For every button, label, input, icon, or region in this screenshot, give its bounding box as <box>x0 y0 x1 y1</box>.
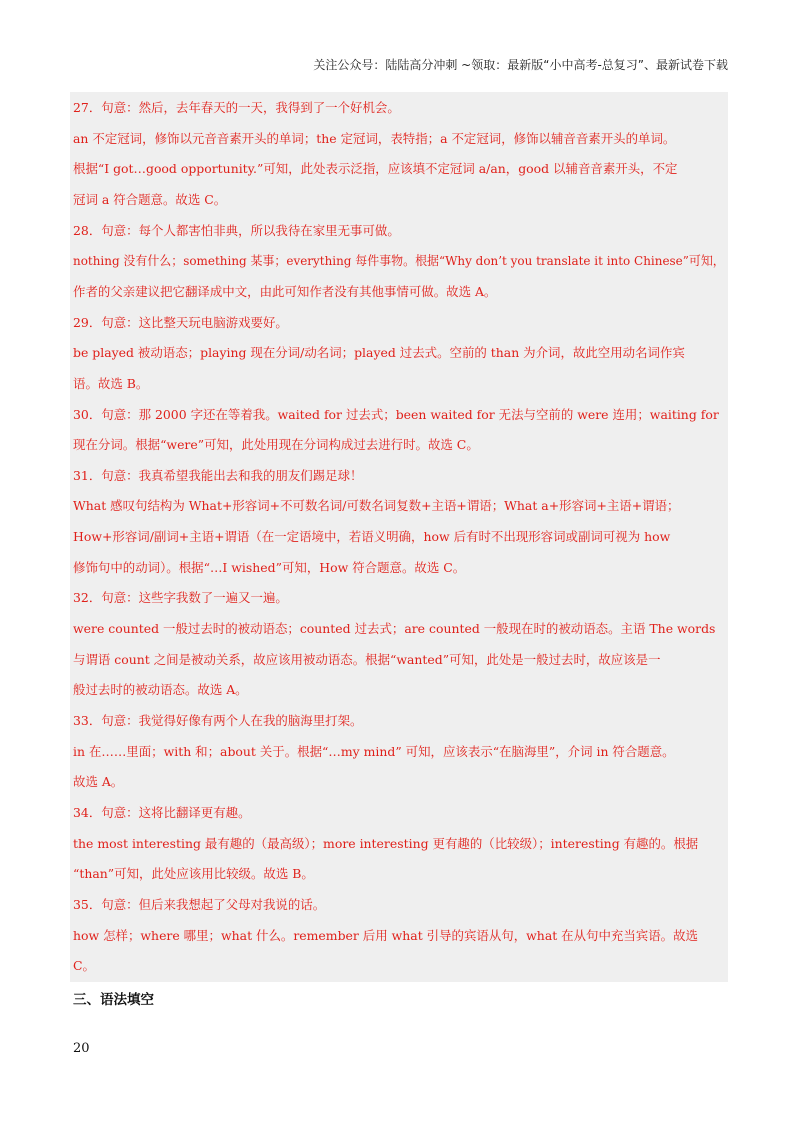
explanation-line: 现在分词。根据“were”可知，此处用现在分词构成过去进行时。故选 C。 <box>73 437 479 453</box>
explanation-line: 作者的父亲建议把它翻译成中文，由此可知作者没有其他事情可做。故选 A。 <box>73 283 497 299</box>
explanation-line: 27．句意：然后，去年春天的一天，我得到了一个好机会。 <box>73 100 400 115</box>
explanation-line: 35．句意：但后来我想起了父母对我说的话。 <box>73 896 326 912</box>
explanation-line: an 不定冠词，修饰以元音音素开头的单词；the 定冠词，表特指；a 不定冠词，修饰以辅音音素开头的单词。 <box>73 130 676 146</box>
page-header: 关注公众号：陆陆高分冲刺 ~领取：最新版“小中高考-总复习”、最新试卷下载 <box>313 58 728 72</box>
explanation-line: 33．句意：我觉得好像有两个人在我的脑海里打架。 <box>73 713 363 728</box>
page-number: 20 <box>73 1041 90 1056</box>
explanation-line: 29．句意：这比整天玩电脑游戏要好。 <box>73 314 288 330</box>
section-title: 三、语法填空 <box>73 992 154 1008</box>
explanation-line: C。 <box>73 958 95 974</box>
explanation-line: 故选 A。 <box>73 774 124 790</box>
explanation-line: 般过去时的被动语态。故选 A。 <box>73 682 248 698</box>
answer-explanations <box>70 92 728 982</box>
explanation-line: How+形容词/副词+主语+谓语（在一定语境中，若语义明确，how 后有时不出现形容词或副词可视为 how <box>73 529 671 545</box>
explanation-line: the most interesting 最有趣的（最高级）；more interesting 更有趣的（比较级）；interesting 有趣的。根据 <box>73 835 699 851</box>
explanation-line: 根据“I got…good opportunity.”可知，此处表示泛指，应该填不定冠词 a/an，good 以辅音音素开头，不定 <box>73 161 678 177</box>
explanation-line: how 怎样；where 哪里；what 什么。remember 后用 what 引导的宾语从句，what 在从句中充当宾语。故选 <box>73 927 698 943</box>
explanation-line: 30．句意：那 2000 字还在等着我。waited for 过去式；been waited for 无法与空前的 were 连用；waiting for <box>73 406 719 422</box>
explanation-line: 28．句意：每个人都害怕非典，所以我待在家里无事可做。 <box>73 222 400 238</box>
explanation-line: 31．句意：我真希望我能出去和我的朋友们踢足球！ <box>73 467 363 483</box>
explanation-line: 与谓语 count 之间是被动关系，故应该用被动语态。根据“wanted”可知，此处是一般过去时，故应该是一 <box>73 651 661 667</box>
explanation-line: 34．句意：这将比翻译更有趣。 <box>73 804 251 820</box>
explanation-line: “than”可知，此处应该用比较级。故选 B。 <box>73 866 314 882</box>
explanation-line: were counted 一般过去时的被动语态；counted 过去式；are counted 一般现在时的被动语态。主语 The words <box>73 621 716 637</box>
explanation-line: 修饰句中的动词）。根据“…I wished”可知，How 符合题意。故选 C。 <box>73 559 466 575</box>
explanation-line: 32．句意：这些字我数了一遍又一遍。 <box>73 590 288 606</box>
explanation-line: in 在……里面；with 和；about 关于。根据“…my mind” 可知，应该表示“在脑海里”，介词 in 符合题意。 <box>73 743 675 759</box>
explanation-line: be played 被动语态；playing 现在分词/动名词；played 过去式。空前的 than 为介词，故此空用动名词作宾 <box>73 345 685 361</box>
explanation-line: 冠词 a 符合题意。故选 C。 <box>73 191 227 207</box>
explanation-line: nothing 没有什么；something 某事；everything 每件事物。根据“Why don’t you translate it into Chinese”可知， <box>73 253 725 269</box>
explanation-line: What 感叹句结构为 What+形容词+不可数名词/可数名词复数+主语+谓语；What a+形容词+主语+谓语； <box>73 498 680 514</box>
explanation-line: 语。故选 B。 <box>73 375 149 391</box>
